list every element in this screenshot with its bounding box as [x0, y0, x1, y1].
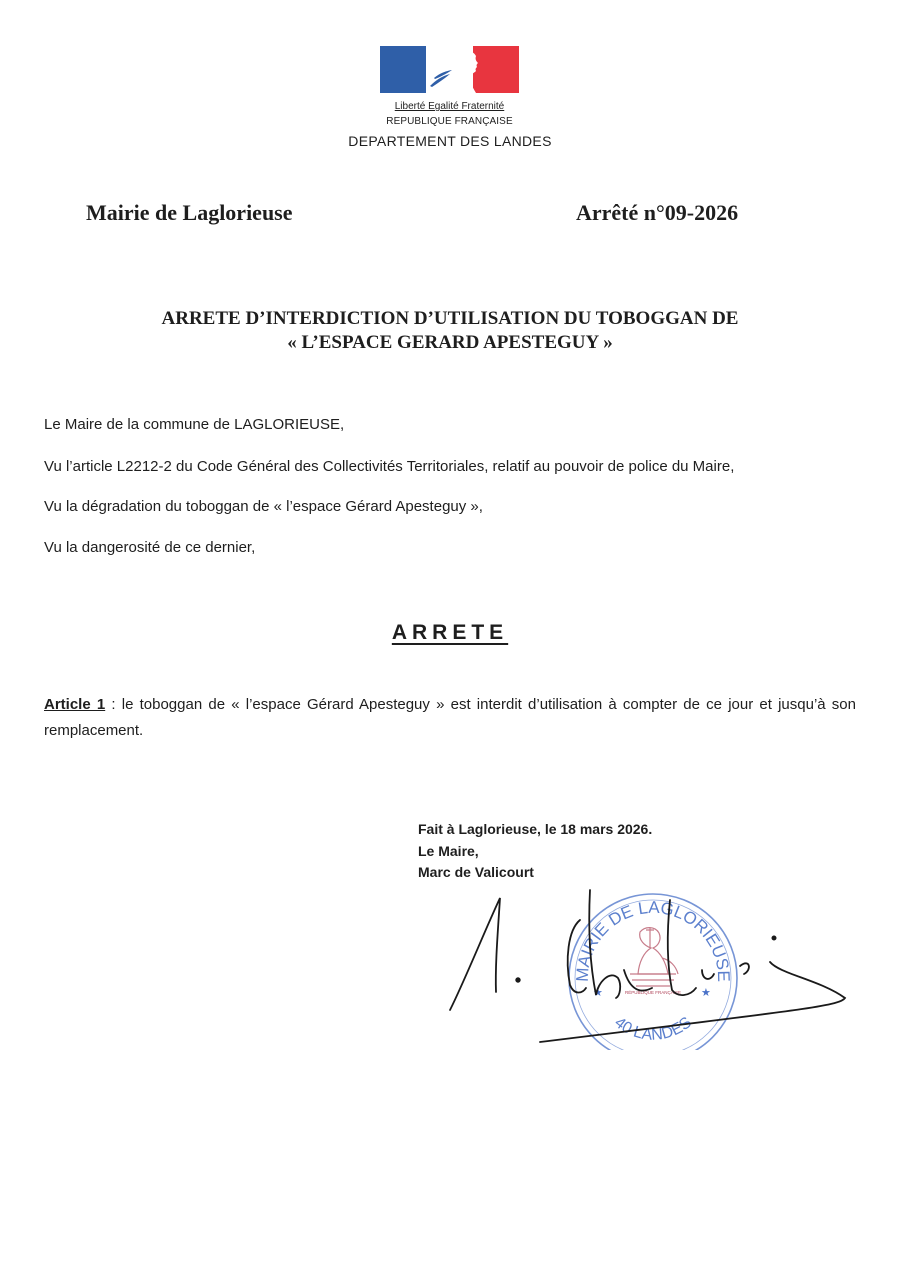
- decision-heading-text: ARRETE: [391, 621, 509, 644]
- decree-number: Arrêté n°09-2026: [576, 200, 739, 225]
- stamp-star-right-icon: ★: [701, 987, 711, 999]
- republic-name: REPUBLIQUE FRANÇAISE: [386, 116, 513, 127]
- decree-title: [60, 307, 840, 355]
- stamp-top-text: MAIRIE DE LAGLORIEUSE: [572, 897, 734, 983]
- flag-red-band: [473, 46, 519, 93]
- article-text: : le toboggan de « l’espace Gérard Apesteguy » est interdit d’utilisation à compter de ce jour et jusqu’à son remplacement.: [44, 696, 856, 739]
- decree-title-line-1: ARRETE D’INTERDICTION D’UTILISATION DU TOBOGGAN DE: [161, 308, 739, 329]
- stamp-star-left-icon: ★: [593, 987, 603, 999]
- preamble-mayor: Le Maire de la commune de LAGLORIEUSE,: [44, 416, 345, 433]
- article-1: [44, 692, 856, 744]
- signature-name: Marc de Valicourt: [418, 864, 534, 880]
- flag-blue-band: [380, 46, 426, 93]
- signature-role: Le Maire,: [418, 843, 479, 859]
- decree-title-line-2: « L’ESPACE GERARD APESTEGUY »: [287, 332, 613, 353]
- decision-heading: [300, 621, 600, 645]
- article-label: Article 1: [44, 696, 106, 713]
- republic-motto: Liberté Egalité Fraternité: [394, 101, 505, 112]
- stamp-and-signature: [440, 870, 860, 1050]
- town-hall-stamp: [569, 894, 737, 1050]
- preamble-damage: Vu la dégradation du toboggan de « l’espace Gérard Apesteguy »,: [44, 498, 483, 515]
- republique-francaise-logo: [380, 46, 519, 93]
- preamble-legal-basis: Vu l’article L2212-2 du Code Général des Collectivités Territoriales, relatif au pouvoir de police du Maire,: [44, 458, 735, 475]
- town-hall-name: Mairie de Laglorieuse: [86, 200, 293, 225]
- stamp-inner-text: RÉPUBLIQUE FRANÇAISE: [624, 990, 682, 995]
- signature-place-date: Fait à Laglorieuse, le 18 mars 2026.: [418, 821, 653, 837]
- department-name: DEPARTEMENT DES LANDES: [348, 133, 552, 149]
- preamble-danger: Vu la dangerosité de ce dernier,: [44, 539, 256, 556]
- stamp-bottom-text: 40 LANDES: [611, 1014, 695, 1044]
